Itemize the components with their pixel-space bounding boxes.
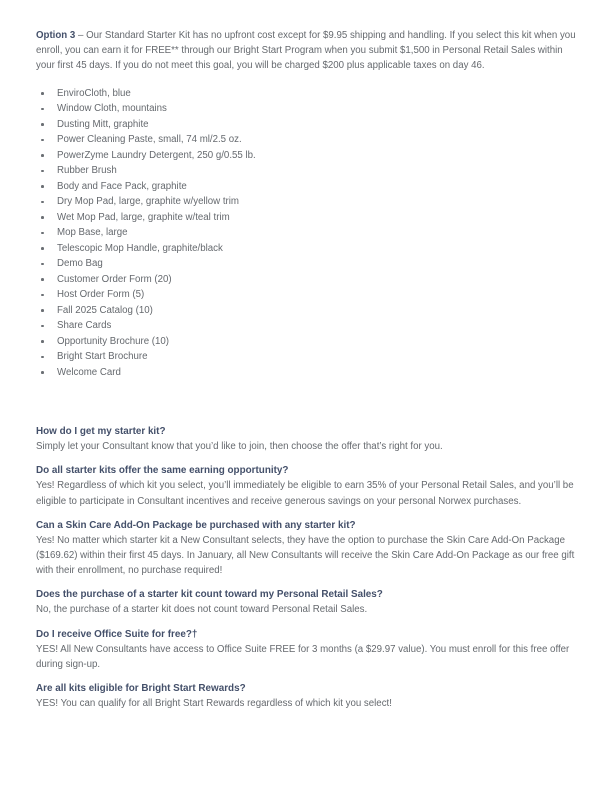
bullet-icon [41, 92, 44, 95]
faq-answer: Yes! No matter which starter kit a New Consultant selects, they have the option to purchase the Skin Care Add-On Package ($169.62) within their first 45 days. In January, all New Consultants will receive the Skin Care Add-On Package as our free gift with their enrollment, no purchase required! [36, 534, 575, 577]
bullet-icon [41, 123, 44, 126]
intro-text: Our Standard Starter Kit has no upfront cost except for $9.95 shipping and handling. If you select this kit when you enroll, you can earn it for FREE** through our Bright Start Program when you submit $1,500 in Personal Retail Sales within your first 45 days. If you do not meet this goal, you will be charged $200 plus applicable taxes on day 46. [36, 30, 576, 72]
kit-list-item [36, 148, 576, 164]
faq-entry [36, 627, 582, 672]
kit-list-item [36, 272, 576, 288]
faq-entry [36, 463, 582, 508]
kit-list-item [36, 86, 576, 102]
bullet-icon [41, 309, 44, 312]
kit-item-label: Customer Order Form (20) [57, 273, 172, 285]
kit-list-item [36, 179, 576, 195]
kit-item-label: Welcome Card [57, 366, 121, 378]
bullet-icon [41, 371, 44, 374]
faq-entry [36, 681, 582, 711]
bullet-icon [41, 247, 44, 250]
faq-question: Can a Skin Care Add-On Package be purchased with any starter kit? [36, 519, 356, 531]
option-separator: – [75, 30, 87, 41]
kit-list-item [36, 117, 576, 133]
kit-list-item [36, 163, 576, 179]
faq-answer: Simply let your Consultant know that you’d like to join, then choose the offer that’s right for you. [36, 441, 443, 453]
faq-answer: YES! You can qualify for all Bright Start Rewards regardless of which kit you select! [36, 697, 392, 709]
kit-item-label: Dry Mop Pad, large, graphite w/yellow trim [57, 196, 239, 208]
bullet-icon [41, 201, 44, 204]
bullet-icon [41, 263, 44, 266]
bullet-icon [41, 170, 44, 173]
kit-item-list [36, 86, 576, 381]
faq-answer: Yes! Regardless of which kit you select, you’ll immediately be eligible to earn 35% of your Personal Retail Sales, and you’ll be eligible to participate in Consultant incentives and receive generous savings on your personal Norwex purchases. [36, 480, 574, 507]
kit-item-label: Wet Mop Pad, large, graphite w/teal trim [57, 211, 230, 223]
kit-list-item [36, 101, 576, 117]
kit-list-item [36, 241, 576, 257]
faq-question: How do I get my starter kit? [36, 426, 166, 438]
kit-item-label: Window Cloth, mountains [57, 103, 167, 115]
kit-item-label: Host Order Form (5) [57, 289, 145, 301]
faq-answer: No, the purchase of a starter kit does not count toward Personal Retail Sales. [36, 604, 368, 616]
bullet-icon [41, 139, 44, 142]
kit-item-label: Opportunity Brochure (10) [57, 335, 169, 347]
faq-section [36, 424, 582, 711]
kit-item-label: EnviroCloth, blue [57, 87, 131, 99]
kit-list-item [36, 210, 576, 226]
kit-item-label: Body and Face Pack, graphite [57, 180, 187, 192]
bullet-icon [41, 216, 44, 219]
kit-item-label: Power Cleaning Paste, small, 74 ml/2.5 oz. [57, 134, 242, 146]
kit-list-item [36, 132, 576, 148]
kit-item-label: Demo Bag [57, 258, 103, 270]
faq-entry [36, 518, 582, 579]
kit-list-item [36, 256, 576, 272]
kit-item-label: Mop Base, large [57, 227, 128, 239]
faq-question: Do I receive Office Suite for free?† [36, 628, 198, 640]
kit-list-item [36, 287, 576, 303]
kit-item-label: Share Cards [57, 320, 112, 332]
faq-question: Do all starter kits offer the same earning opportunity? [36, 465, 289, 477]
bullet-icon [41, 154, 44, 157]
kit-list-item [36, 318, 576, 334]
bullet-icon [41, 356, 44, 359]
kit-list-item [36, 303, 576, 319]
faq-question: Does the purchase of a starter kit count toward my Personal Retail Sales? [36, 589, 383, 601]
kit-item-label: Telescopic Mop Handle, graphite/black [57, 242, 223, 254]
faq-answer: YES! All New Consultants have access to Office Suite FREE for 3 months (a $29.97 value). You must enroll for this free offer during sign-up. [36, 643, 570, 670]
faq-entry [36, 424, 582, 454]
kit-item-label: Rubber Brush [57, 165, 117, 177]
bullet-icon [41, 108, 44, 111]
kit-item-label: Dusting Mitt, graphite [57, 118, 149, 130]
bullet-icon [41, 278, 44, 281]
bullet-icon [41, 325, 44, 328]
bullet-icon [41, 294, 44, 297]
option-label: Option 3 [36, 30, 76, 41]
kit-list-item [36, 225, 576, 241]
kit-list-item [36, 365, 576, 381]
faq-question: Are all kits eligible for Bright Start Rewards? [36, 682, 246, 694]
kit-item-label: PowerZyme Laundry Detergent, 250 g/0.55 lb. [57, 149, 256, 161]
bullet-icon [41, 232, 44, 235]
kit-item-label: Bright Start Brochure [57, 351, 148, 363]
bullet-icon [41, 340, 44, 343]
kit-list-item [36, 194, 576, 210]
intro-paragraph [36, 28, 576, 74]
kit-list-item [36, 334, 576, 350]
kit-item-label: Fall 2025 Catalog (10) [57, 304, 153, 316]
bullet-icon [41, 185, 44, 188]
kit-list-item [36, 349, 576, 365]
faq-entry [36, 587, 582, 617]
